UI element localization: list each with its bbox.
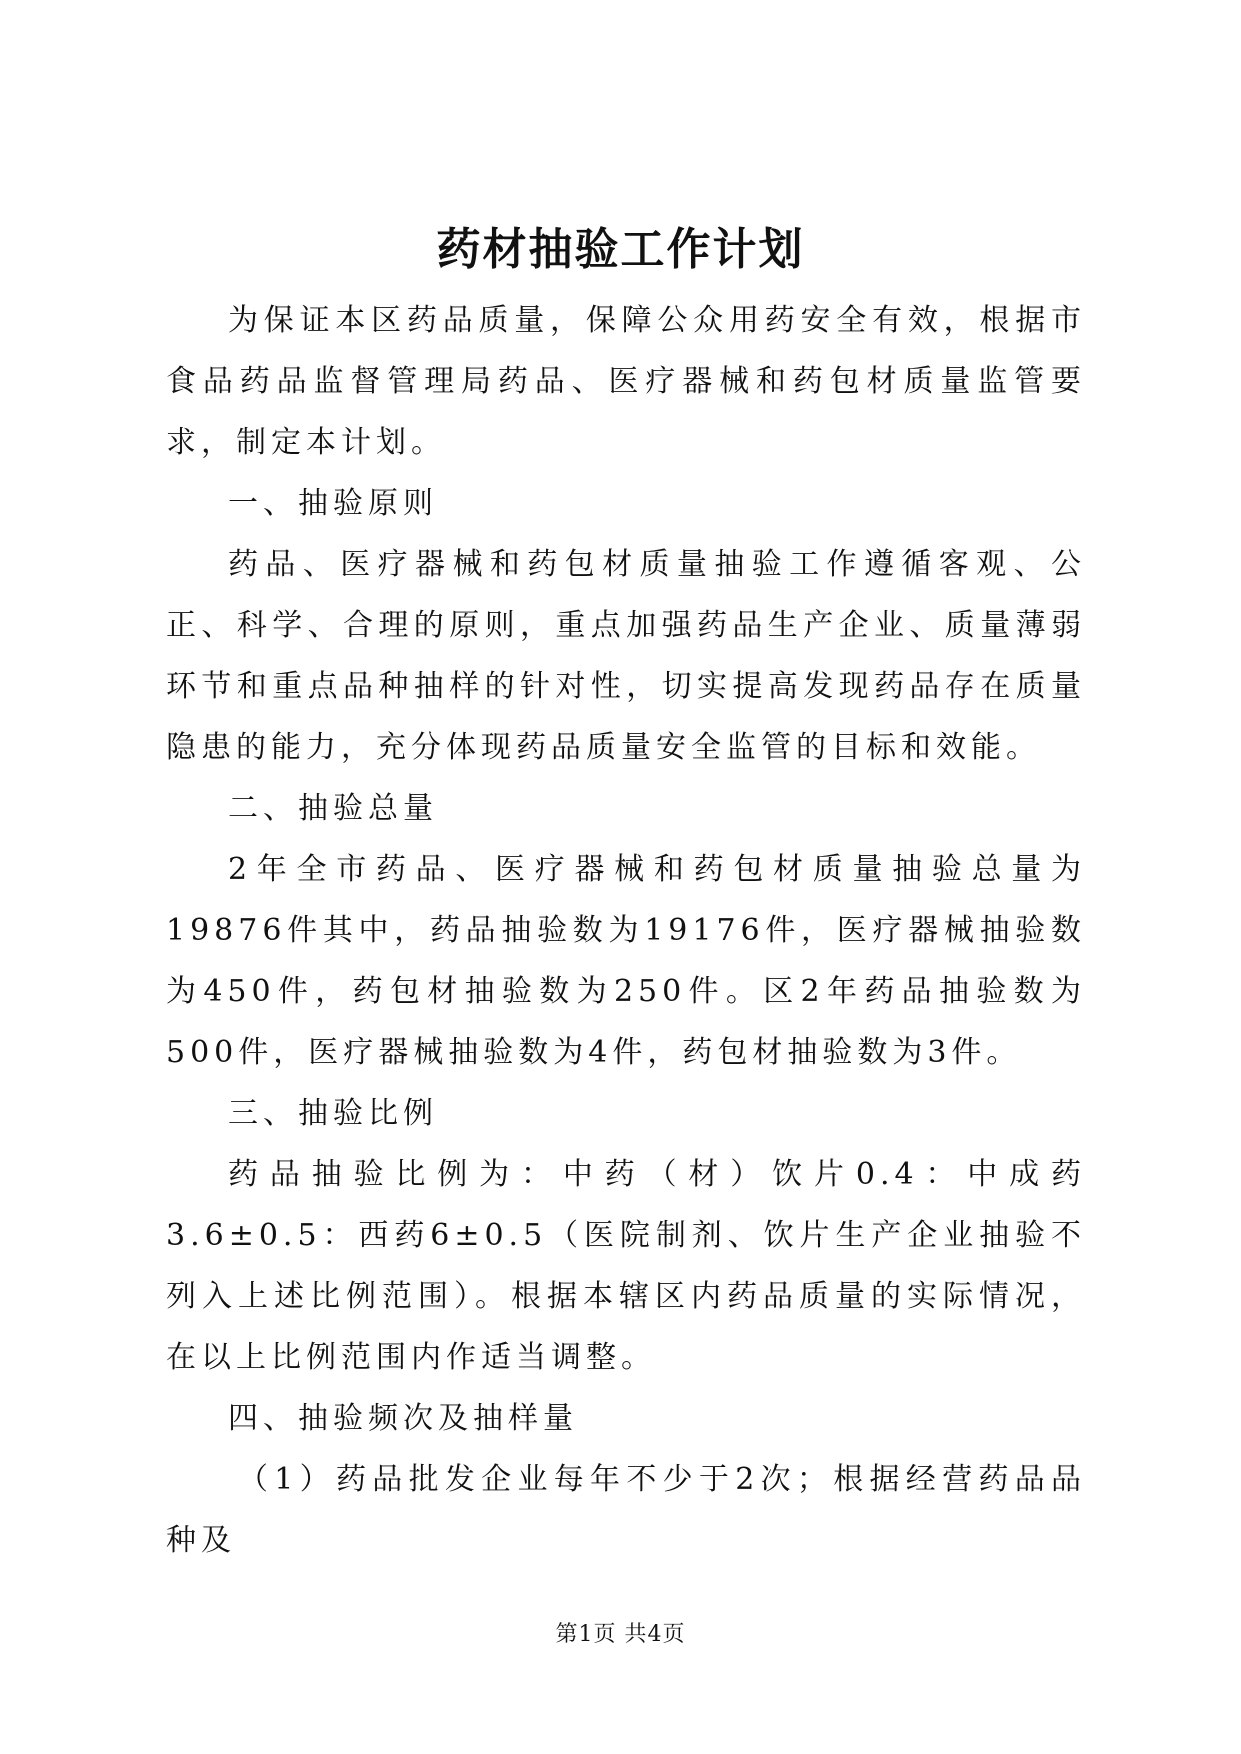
document-title: 药材抽验工作计划 <box>436 224 805 275</box>
page-footer: 第1页 共4页 <box>555 1622 686 1647</box>
document-body <box>166 290 1086 1571</box>
frequency-item-1: （1）药品批发企业每年不少于2次；根据经营药品品种及 <box>166 1462 1086 1558</box>
section-heading-frequency: 四、抽验频次及抽样量 <box>228 1401 578 1436</box>
ratio-paragraph: 药品抽验比例为：中药（材）饮片0.4：中成药3.6±0.5：西药6±0.5（医院制剂、饮片生产企业抽验不列入上述比例范围）。根据本辖区内药品质量的实际情况，在以上比例范围内作适当调整。 <box>166 1157 1086 1375</box>
intro-paragraph: 为保证本区药品质量，保障公众用药安全有效，根据市食品药品监督管理局药品、医疗器械和药包材质量监管要求，制定本计划。 <box>166 303 1086 460</box>
section-heading-principles: 一、抽验原则 <box>228 486 438 521</box>
principles-paragraph: 药品、医疗器械和药包材质量抽验工作遵循客观、公正、科学、合理的原则，重点加强药品生产企业、质量薄弱环节和重点品种抽样的针对性，切实提高发现药品存在质量隐患的能力，充分体现药品质量安全监管的目标和效能。 <box>166 547 1086 765</box>
section-heading-total: 二、抽验总量 <box>228 791 438 826</box>
total-paragraph: 2年全市药品、医疗器械和药包材质量抽验总量为19876件其中，药品抽验数为19176件，医疗器械抽验数为450件，药包材抽验数为250件。区2年药品抽验数为500件，医疗器械抽验数为4件，药包材抽验数为3件。 <box>166 852 1086 1070</box>
section-heading-ratio: 三、抽验比例 <box>228 1096 438 1131</box>
